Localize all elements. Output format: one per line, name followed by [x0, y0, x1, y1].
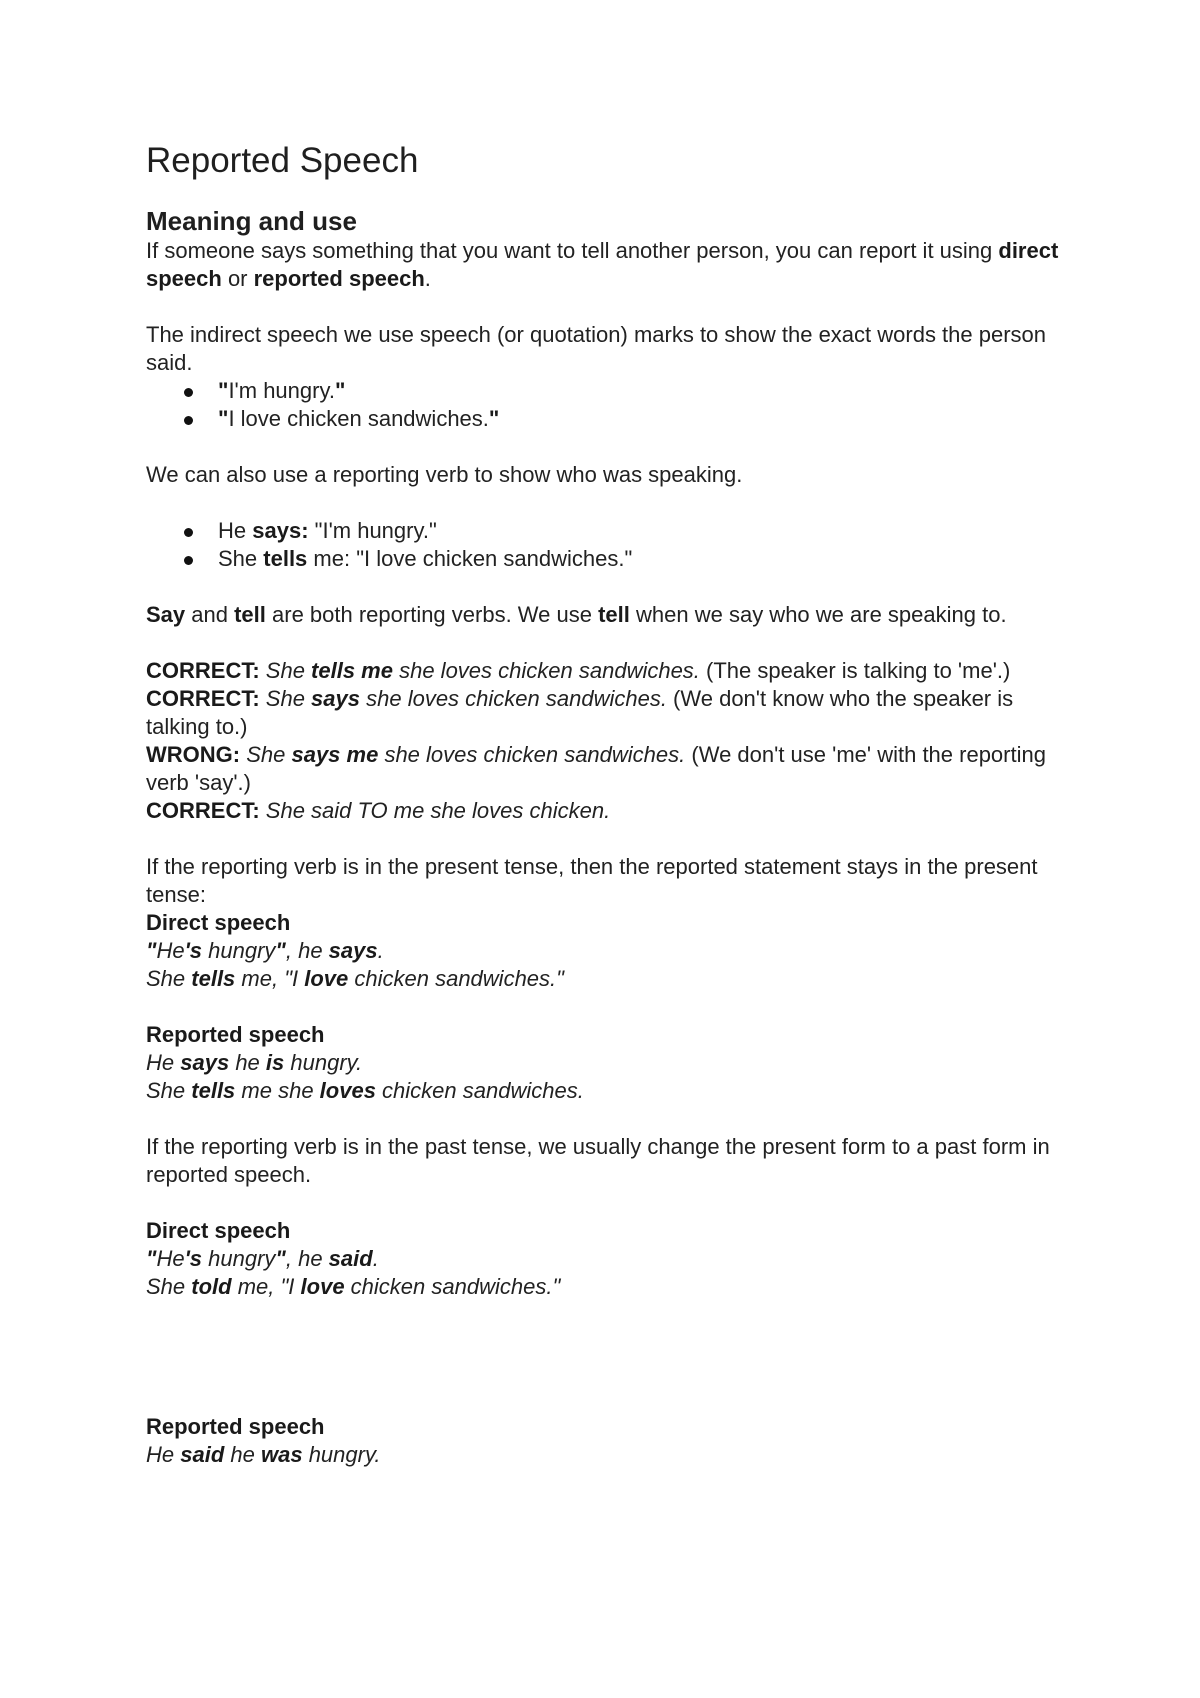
direct-example-1a: "He's hungry", he says.	[146, 938, 384, 964]
document-title: Reported Speech	[146, 141, 419, 180]
term-reported-speech: reported speech	[253, 266, 425, 292]
list-item: "I love chicken sandwiches."	[184, 405, 1076, 433]
list-item: She tells me: "I love chicken sandwiches."	[184, 545, 1076, 573]
direct-example-2b: She told me, "I love chicken sandwiches."	[146, 1274, 561, 1300]
reporting-example-list	[146, 517, 1076, 573]
term-direct-speech: direct speech	[146, 238, 1059, 292]
rule-correct-3: CORRECT: She said TO me she loves chicken.	[146, 798, 611, 824]
rule-correct-1: CORRECT: She tells me she loves chicken sandwiches. (The speaker is talking to 'me'.)	[146, 658, 1011, 684]
say-tell-paragraph: Say and tell are both reporting verbs. We use tell when we say who we are speaking to.	[146, 602, 1007, 628]
rule-correct-2: CORRECT: She says she loves chicken sandwiches. (We don't know who the speaker is talking to.)	[146, 686, 1014, 740]
reported-speech-heading-1: Reported speech	[146, 1022, 325, 1048]
reported-speech-heading-2: Reported speech	[146, 1414, 325, 1440]
list-item: He says: "I'm hungry."	[184, 517, 1076, 545]
direct-speech-heading-1: Direct speech	[146, 910, 291, 936]
past-tense-paragraph: If the reporting verb is in the past tense, we usually change the present form to a past form in reported speech.	[146, 1134, 1050, 1188]
direct-speech-heading-2: Direct speech	[146, 1218, 291, 1244]
rule-wrong: WRONG: She says me she loves chicken sandwiches. (We don't use 'me' with the reporting verb 'say'.)	[146, 742, 1046, 796]
quote-list	[146, 377, 1076, 433]
bullet-icon	[184, 556, 193, 565]
reporting-verb-paragraph: We can also use a reporting verb to show who was speaking.	[146, 462, 743, 488]
reported-example-1b: She tells me she loves chicken sandwiches.	[146, 1078, 584, 1104]
bullet-icon	[184, 528, 193, 537]
intro-paragraph: If someone says something that you want to tell another person, you can report it using direct speech or reported speech.	[146, 238, 1059, 292]
section-heading: Meaning and use	[146, 206, 357, 236]
bullet-icon	[184, 416, 193, 425]
present-tense-paragraph: If the reporting verb is in the present tense, then the reported statement stays in the present tense:	[146, 854, 1038, 908]
list-item: "I'm hungry."	[184, 377, 1076, 405]
direct-example-2a: "He's hungry", he said.	[146, 1246, 379, 1272]
reported-example-2a: He said he was hungry.	[146, 1442, 381, 1468]
bullet-icon	[184, 388, 193, 397]
reported-example-1a: He says he is hungry.	[146, 1050, 363, 1076]
direct-example-1b: She tells me, "I love chicken sandwiches."	[146, 966, 564, 992]
indirect-paragraph: The indirect speech we use speech (or quotation) marks to show the exact words the person said.	[146, 322, 1047, 376]
document-page	[146, 140, 1076, 1469]
